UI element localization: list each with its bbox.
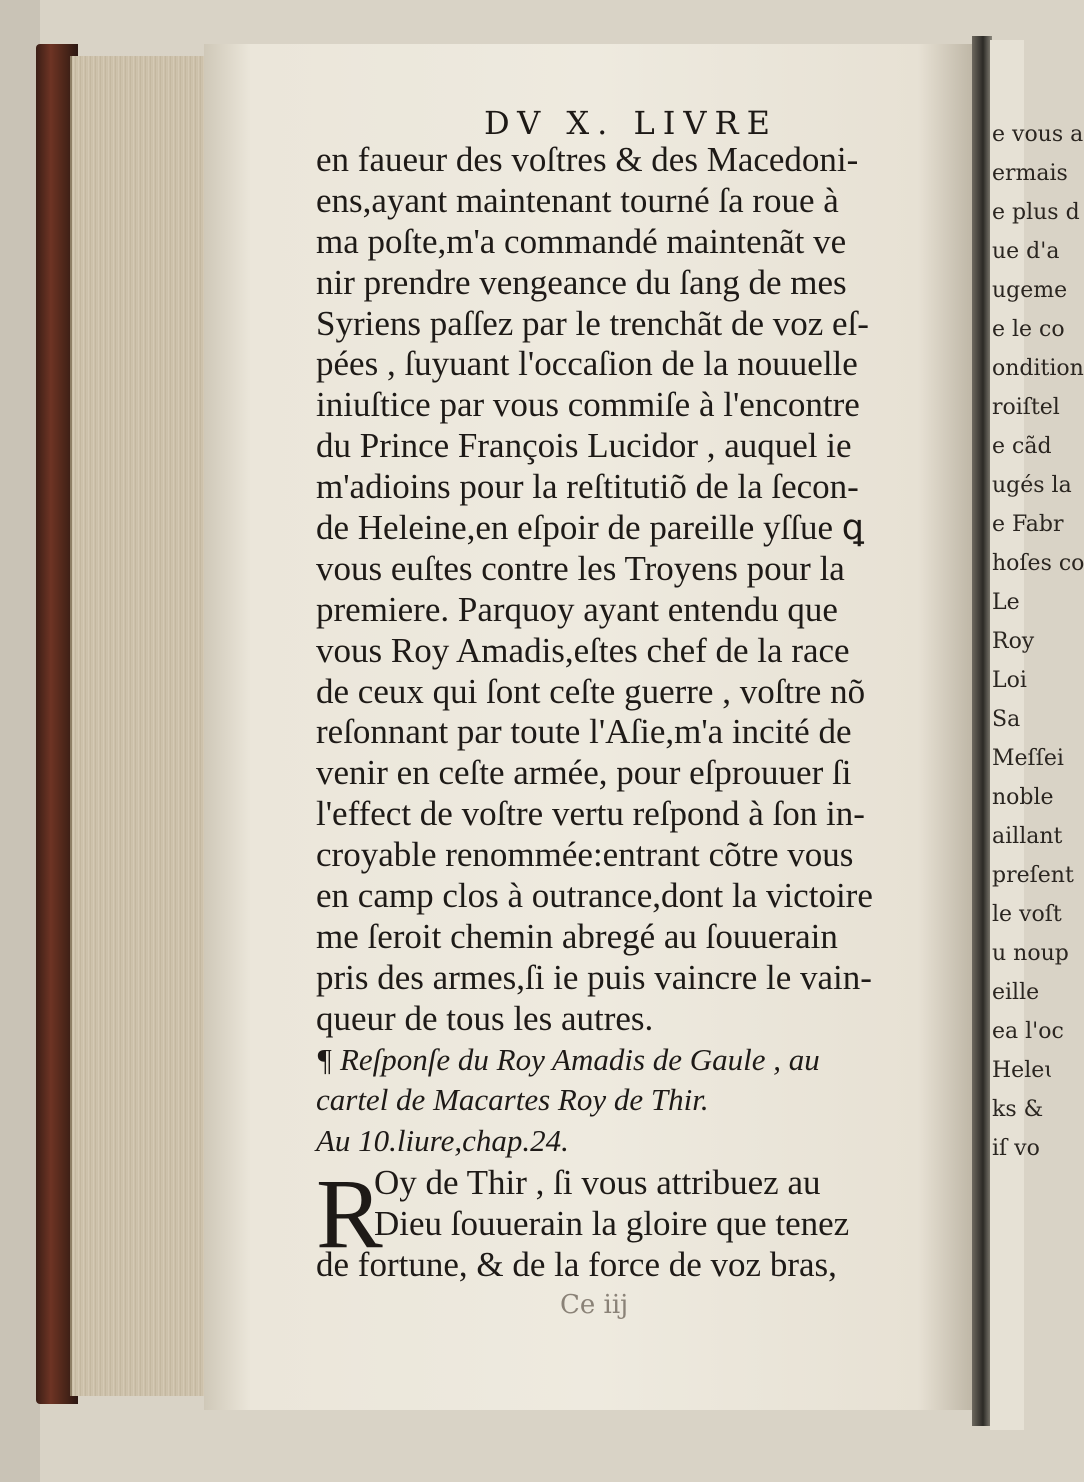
text-line: ens,ayant maintenant tourné ſa roue à — [316, 180, 839, 220]
facing-line: e le co — [992, 317, 1065, 342]
facing-line: Roy — [992, 629, 1035, 654]
text-line: reſonnant par toute l'Aſie,m'a incité de — [316, 712, 852, 752]
facing-line: roiſtel — [992, 395, 1060, 420]
facing-line: ugeme — [992, 278, 1068, 303]
facing-line: ermais — [992, 161, 1068, 186]
facing-line: Loi — [992, 668, 1027, 693]
body-text — [316, 140, 936, 1162]
facing-line: preſent — [992, 863, 1074, 888]
text-line: m'adioins pour la reſtitutiõ de la ſecon- — [316, 467, 859, 507]
facing-line: ks & — [992, 1097, 1044, 1122]
facing-line: aillant — [992, 824, 1063, 849]
page-edges — [70, 56, 208, 1396]
facing-line: Sa — [992, 707, 1021, 732]
body-text-continued — [316, 1163, 944, 1286]
facing-line: u noup — [992, 941, 1069, 966]
facing-line: hoſes co — [992, 551, 1084, 576]
facing-line: e plus d — [992, 200, 1080, 225]
text-line: vous euſtes contre les Troyens pour la — [316, 548, 845, 588]
text-line: du Prince François Lucidor , auquel ie — [316, 426, 852, 466]
text-line: vous Roy Amadis,eſtes chef de la race — [316, 630, 850, 670]
facing-line: Heleɩ — [992, 1058, 1053, 1083]
facing-line: noble — [992, 785, 1054, 810]
text-line: nir prendre vengeance du ſang de mes — [316, 262, 847, 302]
facing-line: iſ vo — [992, 1136, 1040, 1161]
facing-page-fragment — [990, 40, 1084, 1430]
rubric-line: Au 10.liure,chap.24. — [316, 1123, 569, 1159]
facing-line: e cãd — [992, 434, 1052, 459]
text-line: pées , ſuyuant l'occaſion de la nouuelle — [316, 344, 858, 384]
facing-line: ugés la — [992, 473, 1072, 498]
text-line: en faueur des voſtres & des Macedoni- — [316, 140, 859, 179]
text-line: de Heleine,en eſpoir de pareille yſſue ꝗ — [316, 508, 864, 548]
text-line: queur de tous les autres. — [316, 998, 654, 1038]
facing-line: Meſſei — [992, 746, 1064, 771]
facing-line: le voſt — [992, 902, 1062, 927]
rubric-line: ¶ Reſponſe du Roy Amadis de Gaule , au — [316, 1041, 820, 1077]
text-line: iniuſtice par vous commiſe à l'encontre — [316, 385, 860, 425]
rubric-line: cartel de Macartes Roy de Thir. — [316, 1082, 709, 1118]
facing-line: Le — [992, 590, 1020, 615]
text-line: premiere. Parquoy ayant entendu que — [316, 589, 838, 629]
text-line: ma poſte,m'a commandé maintenãt ve — [316, 221, 847, 261]
text-line: Syriens paſſez par le trenchãt de voz eſ- — [316, 303, 869, 343]
background-left — [0, 0, 40, 1482]
facing-line: ea l'oc — [992, 1019, 1064, 1044]
text-line: pris des armes,ſi ie puis vaincre le vain- — [316, 957, 872, 997]
text-line: venir en ceſte armée, pour eſprouuer ſi — [316, 753, 852, 793]
facing-line: e Fabr — [992, 512, 1064, 537]
text-line: l'effect de voſtre vertu reſpond à ſon in- — [316, 794, 865, 834]
catchword: Ce iij — [560, 1290, 629, 1320]
text-line: de fortune, & de la force de voz bras, — [316, 1244, 837, 1284]
text-line: de ceux qui ſont ceſte guerre , voſtre nõ — [316, 671, 866, 711]
text-line: Dieu ſouuerain la gloire que tenez — [374, 1203, 850, 1243]
facing-line: eille — [992, 980, 1040, 1005]
running-header: DV X. LIVRE — [484, 104, 778, 142]
book-gutter — [972, 36, 992, 1426]
facing-line: e vous a — [992, 122, 1084, 147]
facing-line: ue d'a — [992, 239, 1060, 264]
text-line: en camp clos à outrance,dont la victoire — [316, 876, 873, 916]
text-line: croyable renommée:entrant cõtre vous — [316, 835, 854, 875]
facing-line: ondition — [992, 356, 1084, 381]
drop-capital: R — [316, 1158, 383, 1269]
text-line: Oy de Thir , ſi vous attribuez au — [374, 1163, 821, 1202]
text-line: me ſeroit chemin abregé au ſouuerain — [316, 916, 838, 956]
